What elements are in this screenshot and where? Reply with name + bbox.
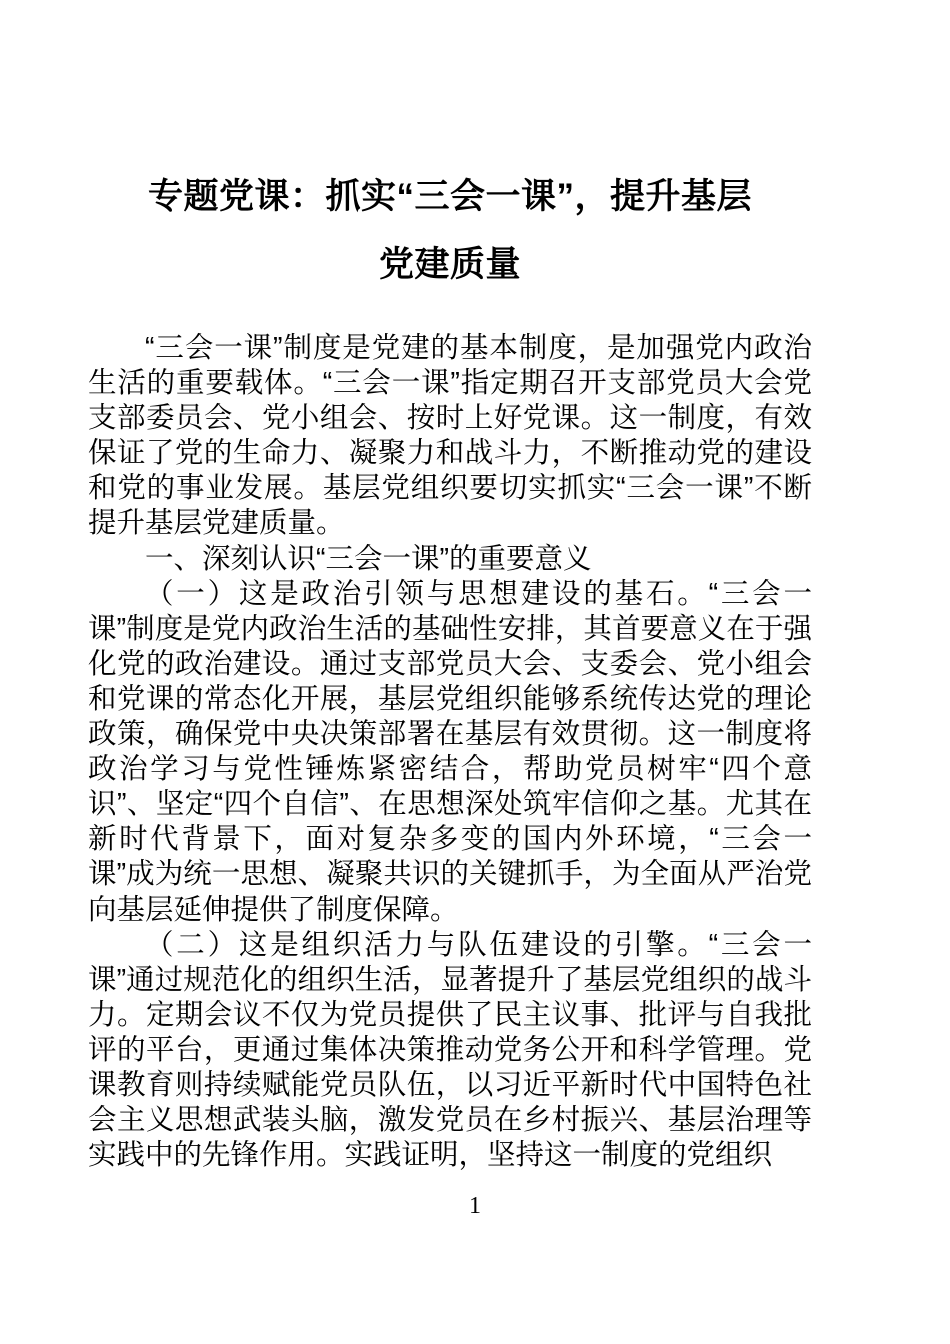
section-heading-1: 一、深刻认识“三会一课”的重要意义: [145, 542, 592, 575]
body-paragraph-3: （二）这是组织活力与队伍建设的引擎。“三会一课”通过规范化的组织生活，显著提升了基层党组织的战斗力。定期会议不仅为党员提供了民主议事、批评与自我批评的平台，更通过集体决策推动党务公开和科学管理。党课教育则持续赋能党员队伍，以习近平新时代中国特色社会主义思想武装头脑，激发党员在乡村振兴、基层治理等实践中的先锋作用。实践证明，坚持这一制度的党组织: [88, 928, 812, 1172]
body-paragraph-2: （一）这是政治引领与思想建设的基石。“三会一课”制度是党内政治生活的基础性安排，其首要意义在于强化党的政治建设。通过支部党员大会、支委会、党小组会和党课的常态化开展，基层党组织能够系统传达党的理论政策，确保党中央决策部署在基层有效贯彻。这一制度将政治学习与党性锤炼紧密结合，帮助党员树牢“四个意识”、坚定“四个自信”、在思想深处筑牢信仰之基。尤其在新时代背景下，面对复杂多变的国内外环境，“三会一课”成为统一思想、凝聚共识的关键抓手，为全面从严治党向基层延伸提供了制度保障。: [88, 577, 812, 926]
page-title: [88, 163, 812, 299]
page-title-line-2: 党建质量: [378, 245, 521, 284]
page-number: 1: [469, 1193, 481, 1219]
page-title-line-1: 专题党课：抓实“三会一课”，提升基层: [147, 177, 752, 216]
body-paragraph-1: “三会一课”制度是党建的基本制度，是加强党内政治生活的重要载体。“三会一课”指定期召开支部党员大会党支部委员会、党小组会、按时上好党课。这一制度，有效保证了党的生命力、凝聚力和战斗力，不断推动党的建设和党的事业发展。基层党组织要切实抓实“三会一课”不断提升基层党建质量。: [88, 332, 812, 540]
document-body: [88, 331, 812, 1173]
